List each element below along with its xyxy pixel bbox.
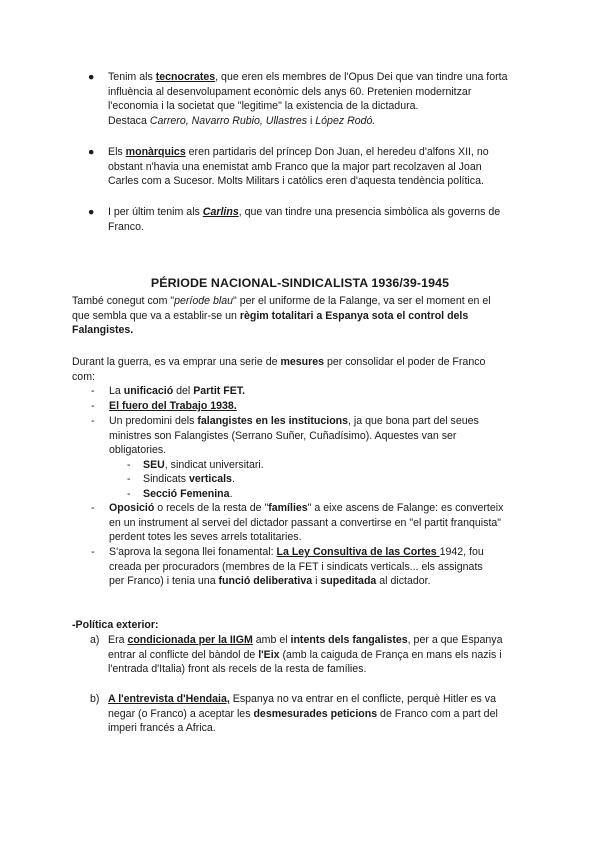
measure-item xyxy=(91,384,531,399)
emphasis-text: l'Eix xyxy=(258,648,280,661)
sub-measure-text: Secció Femenina. xyxy=(143,488,233,500)
section-heading: PÉRIODE NACIONAL-SINDICALISTA 1936/39-1945 xyxy=(150,276,450,290)
measure-text xyxy=(109,501,531,545)
emphasis-text: Partit FET. xyxy=(193,385,246,397)
emphasis-text: unificació xyxy=(123,385,174,397)
emphasis-text: intents dels fangalistes xyxy=(290,634,408,646)
text-line: per Franco) i tenia una funció deliberativa i supeditada al dictador. xyxy=(109,575,431,588)
text-line: ministres son Falangistes (Serrano Suñer, Cuñadísimo). Aquestes van ser xyxy=(109,429,457,442)
sub-measure-item xyxy=(127,487,487,502)
emphasis-text: període blau xyxy=(174,295,234,307)
bullet-text xyxy=(108,205,528,234)
measure-item xyxy=(91,399,531,414)
measure-text xyxy=(109,384,531,399)
text-line: l'entrada d'Italia) front als recels de la resta de famílies. xyxy=(108,663,367,676)
sub-measure-text: SEU, sindicat universitari. xyxy=(143,459,264,471)
bullet-marker: ● xyxy=(88,71,95,83)
text-line: que sembla que va a establir-se un règim totalitari a Espanya sota el control dels xyxy=(72,309,469,322)
text-line: influència al desenvolupament econòmic dels anys 60. Pretenien modernitzar xyxy=(108,85,472,98)
bullet-marker: ● xyxy=(88,146,95,158)
dash-marker: - xyxy=(91,385,95,397)
text-line: També conegut com "període blau" per el uniforme de la Falange, va ser el moment en el xyxy=(72,295,491,307)
measure-item xyxy=(91,501,531,545)
text-line: Franco. xyxy=(108,220,144,233)
text-line: Tenim als tecnocrates, que eren els membres de l'Opus Dei que van tindre una forta xyxy=(108,71,508,83)
emphasis-text: El fuero del Trabajo 1938. xyxy=(109,400,237,412)
list-label: a) xyxy=(90,634,100,646)
intro-paragraph xyxy=(72,294,532,338)
text-line: perdent totes les seves arrels totalitaries. xyxy=(109,531,302,544)
text-line: negar (o Franco) a aceptar les desmesurades peticions de Franco com a part del xyxy=(108,707,498,720)
emphasis-text: La Ley Consultiva de las Cortes xyxy=(276,546,440,558)
text-line: Els monàrquics eren partidaris del príncep Don Juan, el heredeu d'alfons XII, no xyxy=(108,146,489,158)
emphasis-text: A l'entrevista d'Hendaia, xyxy=(108,693,230,705)
dash-marker: - xyxy=(127,488,131,500)
bullet-text xyxy=(108,70,528,128)
bullet-text xyxy=(108,145,528,189)
text-line: Destaca Carrero, Navarro Rubio, Ullastres i López Rodó. xyxy=(108,114,376,127)
text-line: La unificació del Partit FET. xyxy=(109,385,246,397)
measure-item xyxy=(91,545,531,589)
text-line: obstant n'havia una enemistat amb Franco que la major part recolzaven al Joan xyxy=(108,160,482,173)
text-line: Oposició o recels de la resta de "famílies" a eixe ascens de Falange: es converteix xyxy=(109,502,504,514)
emphasis-text: Carlins xyxy=(202,206,239,218)
measure-text xyxy=(109,545,531,589)
list-label: b) xyxy=(90,693,100,705)
text-line: entrar al conflicte del bàndol de l'Eix (amb la caiguda de França en mans els nazis i xyxy=(108,648,502,661)
text-line: Era condicionada per la IIGM amb el intents dels fangalistes, per a que Espanya xyxy=(108,634,503,646)
dash-marker: - xyxy=(91,502,95,514)
text-line: Un predomini dels falangistes en les institucions, ja que bona part del seues xyxy=(109,415,479,427)
emphasis-text: Oposició xyxy=(109,502,155,514)
text-line: com: xyxy=(72,370,95,383)
emphasis-text: mesures xyxy=(280,356,325,368)
measures-intro xyxy=(72,355,532,384)
exterior-text xyxy=(108,692,540,736)
text-line: imperi francés a Africa. xyxy=(108,722,216,735)
emphasis-text: règim totalitari a Espanya sota el control dels xyxy=(239,309,469,322)
text-line: A l'entrevista d'Hendaia, Espanya no va entrar en el conflicte, perquè Hitler es va xyxy=(108,693,496,705)
exterior-item-b xyxy=(90,692,540,736)
emphasis-text: López Rodó. xyxy=(315,114,376,127)
text-line: Durant la guerra, es va emprar una serie de mesures per consolidar el poder de Franco xyxy=(72,356,486,368)
emphasis-text: verticals xyxy=(188,473,232,485)
exterior-text xyxy=(108,633,540,677)
dash-marker: - xyxy=(127,459,131,471)
text-line: l'economia i la societat que "legitime" la existencia de la dictadura. xyxy=(108,100,419,113)
emphasis-text: supeditada xyxy=(320,575,377,588)
emphasis-text: monàrquics xyxy=(125,146,186,158)
text-line: creada per procuradors (membres de la FET i sindicats verticals... els assignats xyxy=(109,560,483,573)
dash-marker: - xyxy=(91,546,95,558)
dash-marker: - xyxy=(127,473,131,485)
dash-marker: - xyxy=(91,415,95,427)
emphasis-text: falangistes en les institucions xyxy=(197,415,349,427)
sub-measure-text: Sindicats verticals. xyxy=(143,473,235,485)
emphasis-text: tecnocrates xyxy=(155,71,216,83)
sub-measure-item xyxy=(127,472,487,487)
text-line: I per últim tenim als Carlins, que van tindre una presencia simbòlica als governs de xyxy=(108,206,501,218)
text-line: en un instrument al servei del dictador passant a convertirse en "el partit franquista" xyxy=(109,516,502,529)
emphasis-text: funció deliberativa xyxy=(218,575,313,588)
exterior-item-a xyxy=(90,633,540,677)
text-line xyxy=(109,399,531,414)
measure-item xyxy=(91,414,531,458)
sub-measure-item xyxy=(127,458,487,473)
bullet-marker: ● xyxy=(88,206,95,218)
emphasis-text: Carrero, Navarro Rubio, Ullastres xyxy=(149,114,308,127)
text-line: Carles com a Sucesor. Molts Militars i catòlics eren d'aquesta tendència política. xyxy=(108,175,484,188)
text-line: S'aprova la segona llei fonamental: La Ley Consultiva de las Cortes 1942, fou xyxy=(109,546,484,558)
emphasis-text: condicionada per la IIGM xyxy=(127,634,253,646)
emphasis-text: Secció Femenina xyxy=(143,488,230,500)
emphasis-text: desmesurades peticions xyxy=(253,707,378,720)
measure-text xyxy=(109,414,531,458)
text-line: obligatories. xyxy=(109,444,167,457)
text-line xyxy=(72,323,532,338)
emphasis-text: famílies xyxy=(268,502,308,514)
measure-text xyxy=(109,399,531,414)
bullet-monarquics xyxy=(88,145,528,189)
bullet-tecnocrates xyxy=(88,70,528,128)
bullet-carlins xyxy=(88,205,528,234)
exterior-title: -Política exterior: xyxy=(72,619,159,631)
emphasis-text: Falangistes. xyxy=(72,324,134,337)
emphasis-text: SEU xyxy=(143,459,165,471)
dash-marker: - xyxy=(91,400,95,412)
